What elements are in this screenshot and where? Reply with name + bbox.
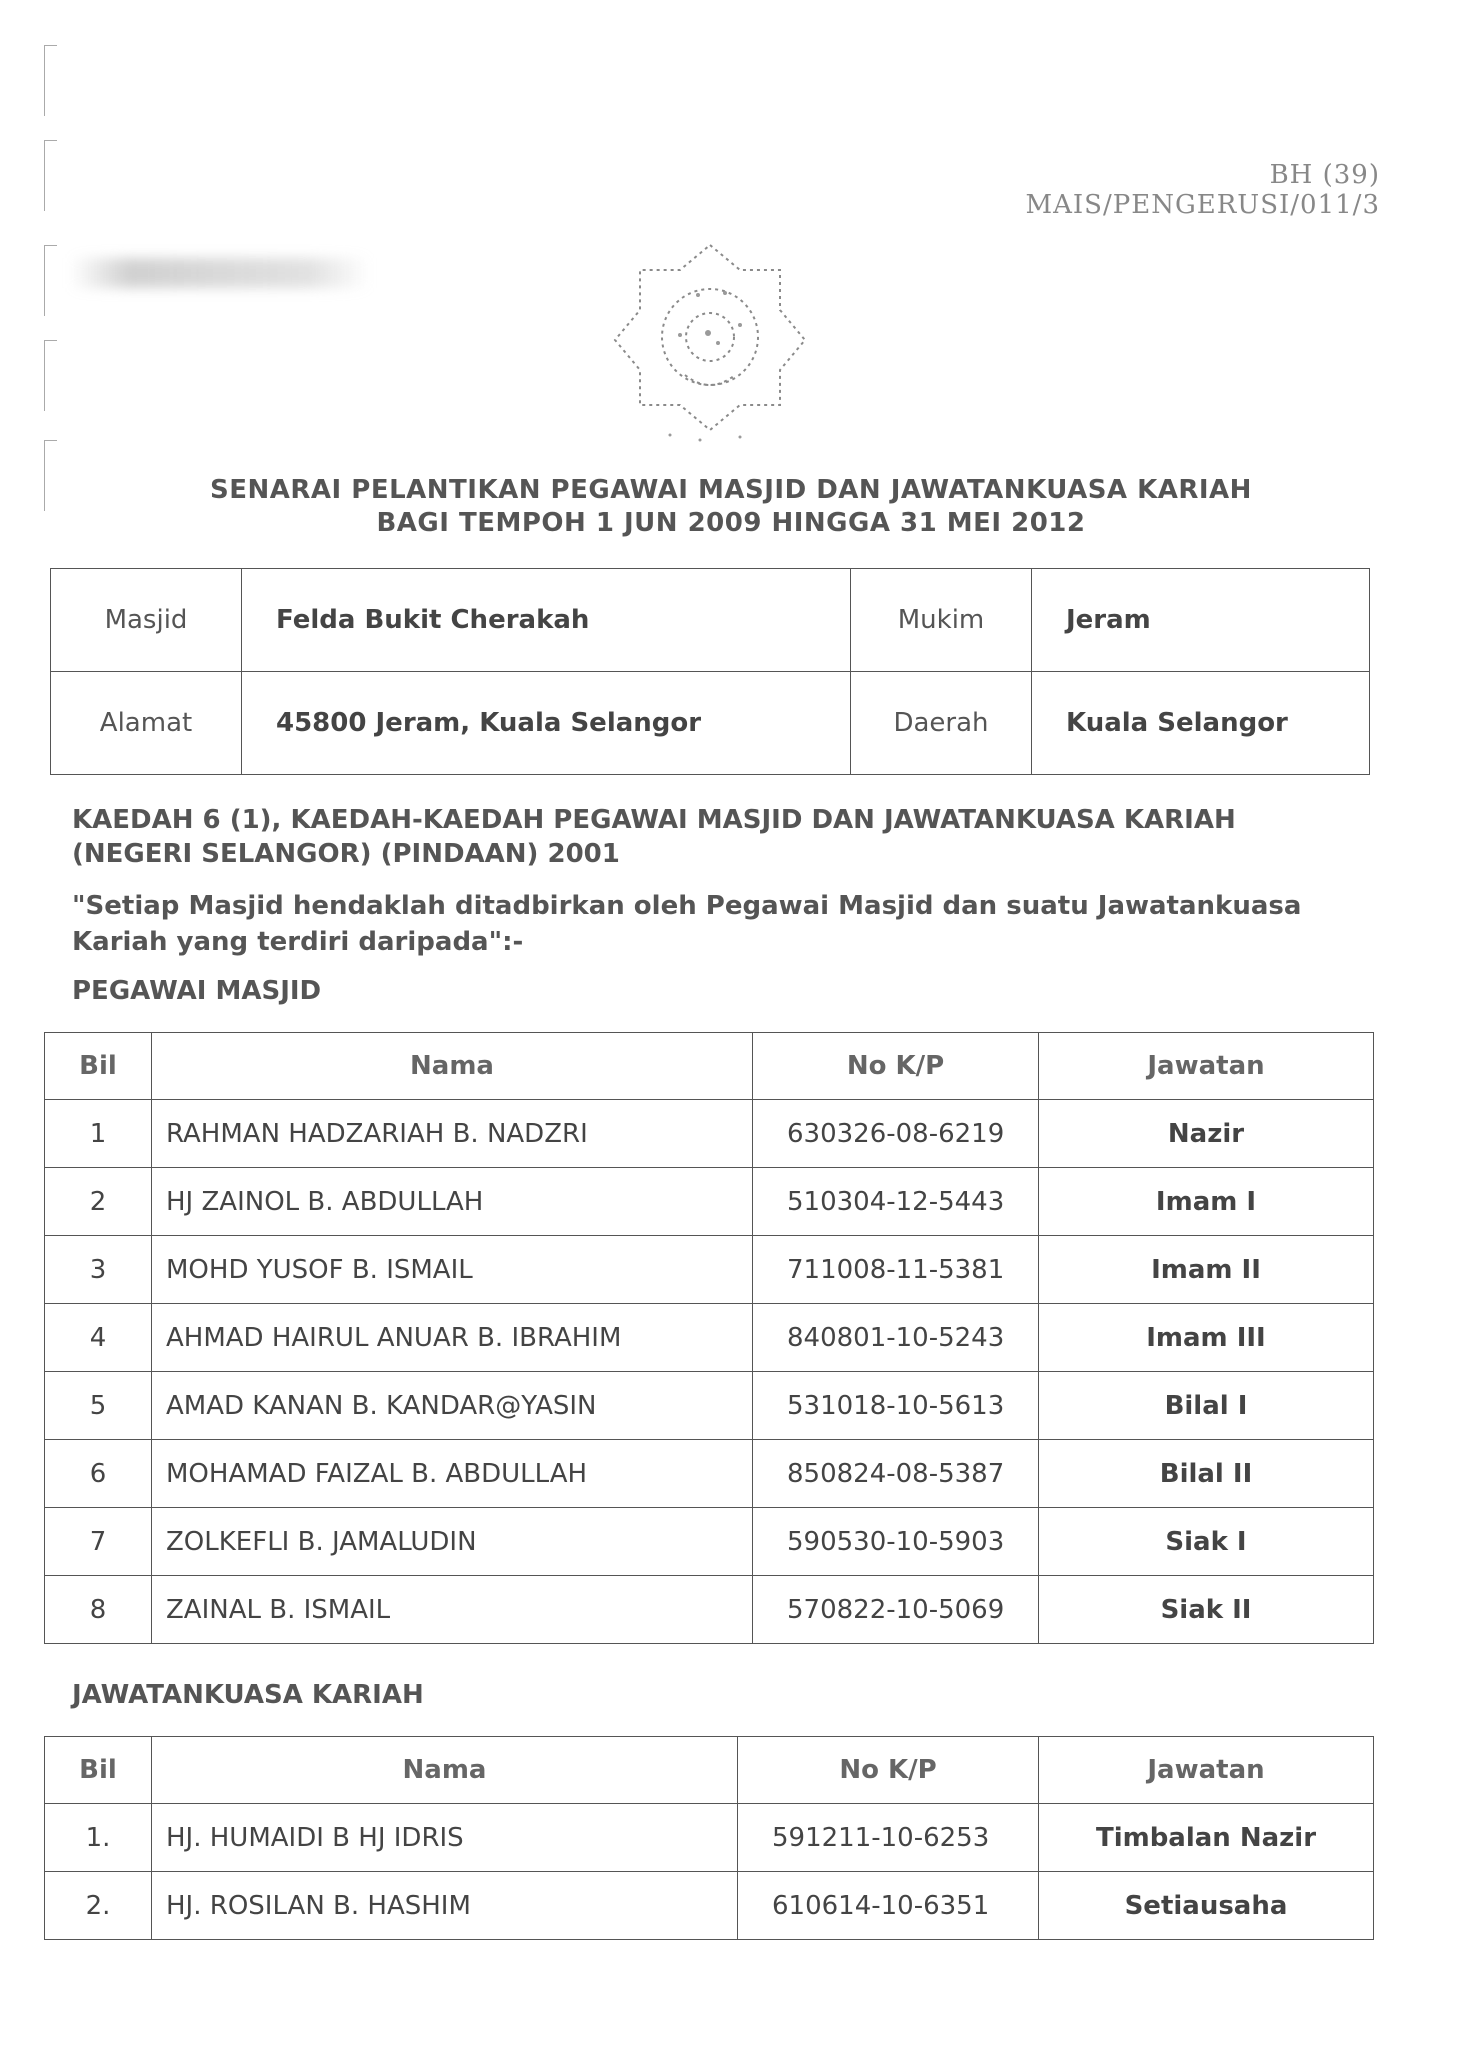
jawatan-cell: Siak I bbox=[1039, 1508, 1374, 1576]
nama-cell: RAHMAN HADZARIAH B. NADZRI bbox=[152, 1100, 753, 1168]
bil-cell: 5 bbox=[45, 1372, 152, 1440]
bil-cell: 8 bbox=[45, 1576, 152, 1644]
nama-cell: AHMAD HAIRUL ANUAR B. IBRAHIM bbox=[152, 1304, 753, 1372]
nama-cell: HJ. HUMAIDI B HJ IDRIS bbox=[152, 1804, 738, 1872]
mukim-value: Jeram bbox=[1032, 569, 1370, 672]
scan-margin-mark bbox=[44, 340, 57, 411]
kp-cell: 510304-12-5443 bbox=[753, 1168, 1039, 1236]
nama-cell: HJ ZAINOL B. ABDULLAH bbox=[152, 1168, 753, 1236]
table-row bbox=[45, 1804, 1374, 1872]
daerah-label: Daerah bbox=[851, 672, 1032, 775]
table-row bbox=[45, 1576, 1374, 1644]
kp-cell: 531018-10-5613 bbox=[753, 1372, 1039, 1440]
bil-cell: 3 bbox=[45, 1236, 152, 1304]
redacted-address bbox=[70, 258, 370, 288]
jawatankuasa-heading: JAWATANKUASA KARIAH bbox=[72, 1680, 424, 1710]
header-nama: Nama bbox=[152, 1737, 738, 1804]
bil-cell: 6 bbox=[45, 1440, 152, 1508]
header-kp: No K/P bbox=[753, 1033, 1039, 1100]
kp-cell: 591211-10-6253 bbox=[738, 1804, 1039, 1872]
scan-margin-mark bbox=[44, 245, 57, 316]
bil-cell: 4 bbox=[45, 1304, 152, 1372]
bil-cell: 1 bbox=[45, 1100, 152, 1168]
table-row bbox=[45, 1168, 1374, 1236]
jawatan-cell: Bilal I bbox=[1039, 1372, 1374, 1440]
bil-cell: 2 bbox=[45, 1168, 152, 1236]
header-bil: Bil bbox=[45, 1033, 152, 1100]
pegawai-table bbox=[44, 1032, 1374, 1644]
bil-cell: 1. bbox=[45, 1804, 152, 1872]
mosque-info-table bbox=[50, 568, 1370, 775]
state-religious-council-seal-icon bbox=[590, 225, 830, 455]
kp-cell: 630326-08-6219 bbox=[753, 1100, 1039, 1168]
daerah-value: Kuala Selangor bbox=[1032, 672, 1370, 775]
masjid-label: Masjid bbox=[51, 569, 242, 672]
scan-margin-mark bbox=[44, 440, 57, 511]
table-row bbox=[45, 1440, 1374, 1508]
header-kp: No K/P bbox=[738, 1737, 1039, 1804]
jawatan-cell: Imam II bbox=[1039, 1236, 1374, 1304]
jawatan-cell: Setiausaha bbox=[1039, 1872, 1374, 1940]
table-row bbox=[45, 1872, 1374, 1940]
kp-cell: 610614-10-6351 bbox=[738, 1872, 1039, 1940]
quote-line1: "Setiap Masjid hendaklah ditadbirkan oleh Pegawai Masjid dan suatu Jawatankuasa bbox=[72, 891, 1302, 921]
header-jawatan: Jawatan bbox=[1039, 1737, 1374, 1804]
pegawai-heading: PEGAWAI MASJID bbox=[72, 976, 322, 1006]
kp-cell: 711008-11-5381 bbox=[753, 1236, 1039, 1304]
header-nama: Nama bbox=[152, 1033, 753, 1100]
header-jawatan: Jawatan bbox=[1039, 1033, 1374, 1100]
masjid-value: Felda Bukit Cherakah bbox=[242, 569, 851, 672]
nama-cell: HJ. ROSILAN B. HASHIM bbox=[152, 1872, 738, 1940]
jawatan-cell: Timbalan Nazir bbox=[1039, 1804, 1374, 1872]
nama-cell: MOHD YUSOF B. ISMAIL bbox=[152, 1236, 753, 1304]
mukim-label: Mukim bbox=[851, 569, 1032, 672]
jawatankuasa-header-row bbox=[45, 1737, 1374, 1804]
jawatan-cell: Nazir bbox=[1039, 1100, 1374, 1168]
pegawai-header-row bbox=[45, 1033, 1374, 1100]
jawatan-cell: Siak II bbox=[1039, 1576, 1374, 1644]
reference-number: BH (39) MAIS/PENGERUSI/011/3 bbox=[1025, 160, 1380, 220]
kp-cell: 840801-10-5243 bbox=[753, 1304, 1039, 1372]
rule-reference-line1: KAEDAH 6 (1), KAEDAH-KAEDAH PEGAWAI MASJID DAN JAWATANKUASA KARIAH bbox=[72, 805, 1236, 835]
jawatan-cell: Imam III bbox=[1039, 1304, 1374, 1372]
table-row bbox=[45, 1372, 1374, 1440]
quote-line2: Kariah yang terdiri daripada":- bbox=[72, 927, 524, 957]
scan-margin-mark bbox=[44, 140, 57, 211]
bil-cell: 2. bbox=[45, 1872, 152, 1940]
nama-cell: AMAD KANAN B. KANDAR@YASIN bbox=[152, 1372, 753, 1440]
kp-cell: 850824-08-5387 bbox=[753, 1440, 1039, 1508]
alamat-value: 45800 Jeram, Kuala Selangor bbox=[242, 672, 851, 775]
scan-margin-mark bbox=[44, 45, 57, 116]
nama-cell: ZOLKEFLI B. JAMALUDIN bbox=[152, 1508, 753, 1576]
rule-reference-line2: (NEGERI SELANGOR) (PINDAAN) 2001 bbox=[72, 839, 620, 869]
document-title-line2: BAGI TEMPOH 1 JUN 2009 HINGGA 31 MEI 2012 bbox=[376, 508, 1086, 538]
bil-cell: 7 bbox=[45, 1508, 152, 1576]
document-title-line1: SENARAI PELANTIKAN PEGAWAI MASJID DAN JAWATANKUASA KARIAH bbox=[210, 475, 1252, 505]
header-bil: Bil bbox=[45, 1737, 152, 1804]
table-row bbox=[45, 1304, 1374, 1372]
jawatan-cell: Imam I bbox=[1039, 1168, 1374, 1236]
alamat-label: Alamat bbox=[51, 672, 242, 775]
table-row bbox=[45, 1236, 1374, 1304]
table-row bbox=[45, 1100, 1374, 1168]
nama-cell: MOHAMAD FAIZAL B. ABDULLAH bbox=[152, 1440, 753, 1508]
jawatan-cell: Bilal II bbox=[1039, 1440, 1374, 1508]
kp-cell: 570822-10-5069 bbox=[753, 1576, 1039, 1644]
table-row bbox=[45, 1508, 1374, 1576]
jawatankuasa-table bbox=[44, 1736, 1374, 1940]
nama-cell: ZAINAL B. ISMAIL bbox=[152, 1576, 753, 1644]
kp-cell: 590530-10-5903 bbox=[753, 1508, 1039, 1576]
